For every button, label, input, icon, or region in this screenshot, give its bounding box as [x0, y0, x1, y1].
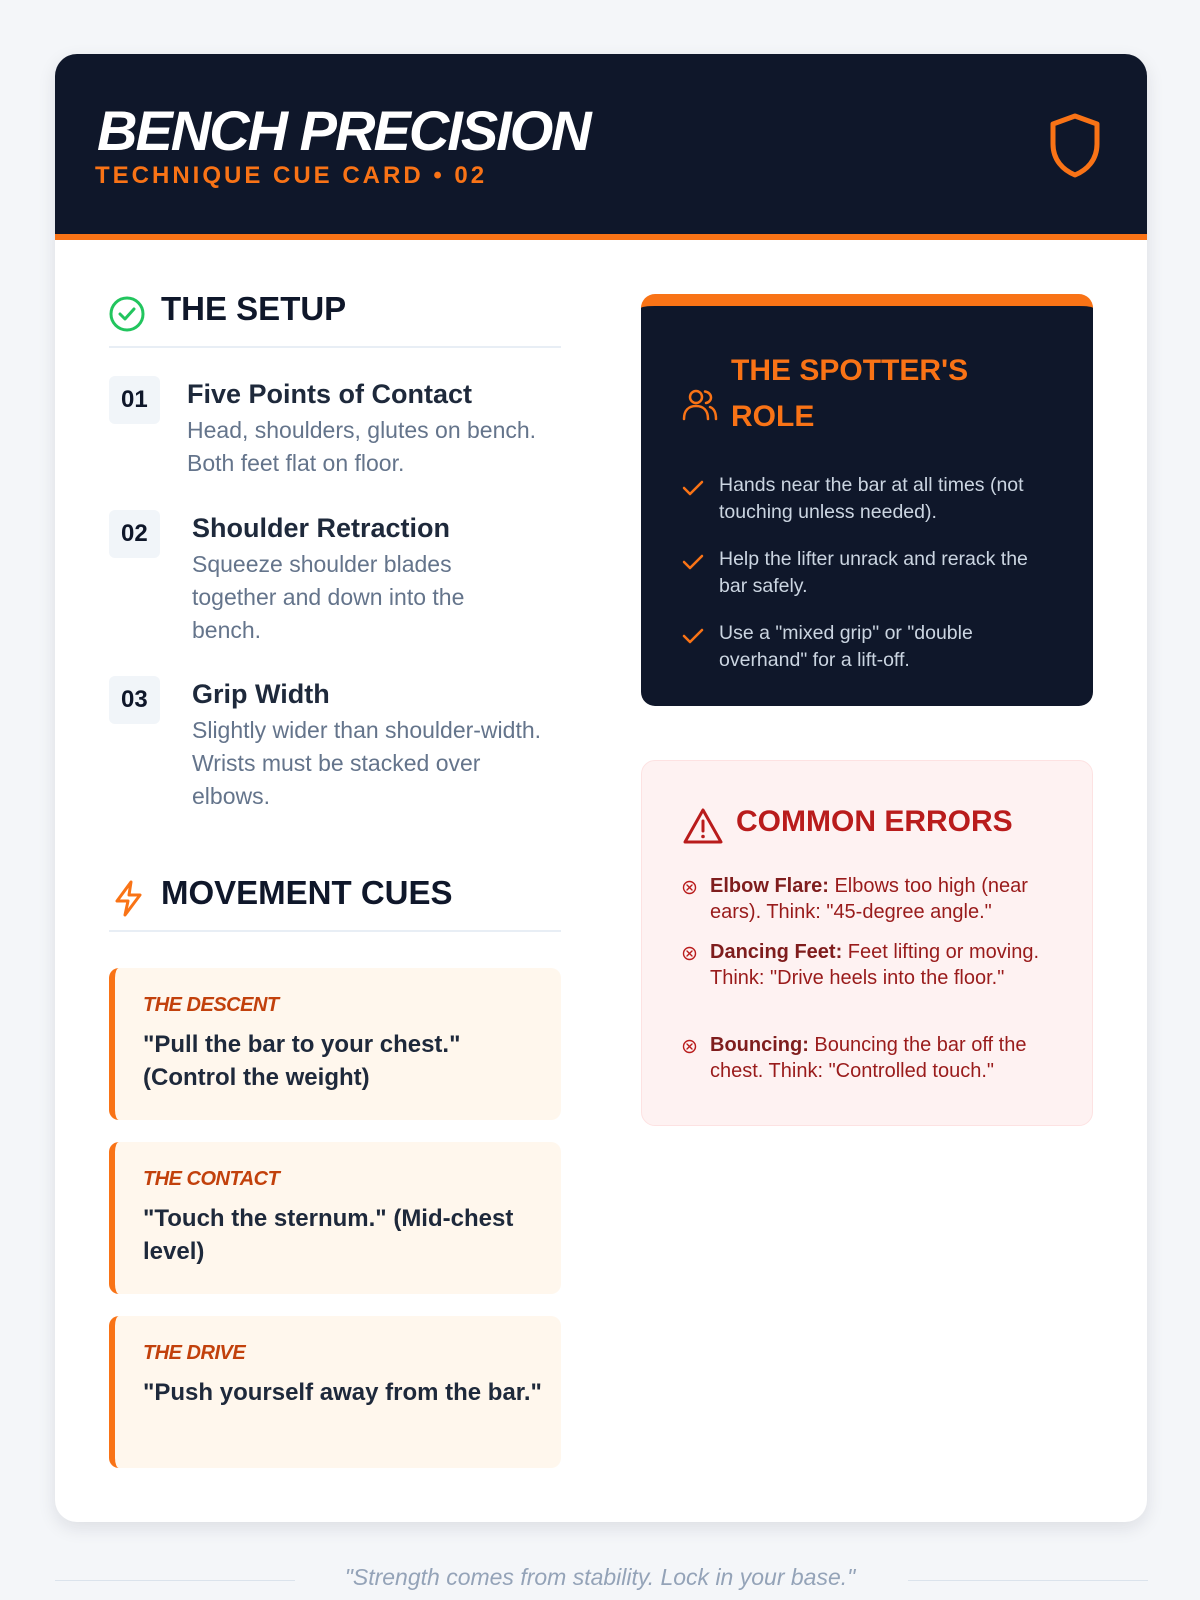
spotter-item-text: Hands near the bar at all times (not touching unless needed). [719, 474, 1024, 523]
shield-icon [1047, 112, 1103, 178]
error-term: Elbow Flare: [710, 875, 829, 897]
cue-quote: "Pull the bar to your chest." (Control the weight) [143, 1031, 461, 1091]
step-description: Slightly wider than shoulder-width. Wrists must be stacked over elbows. [192, 717, 542, 809]
error-item-text [710, 939, 1060, 991]
checkmark-icon [681, 476, 705, 500]
cue-label: THE DESCENT [143, 994, 279, 1016]
users-icon [681, 386, 719, 424]
step-title: Grip Width [192, 679, 330, 709]
x-circle-icon [682, 880, 697, 895]
step-number: 03 [109, 676, 160, 724]
spotter-item-text: Use a "mixed grip" or "double overhand" for a lift-off. [719, 622, 973, 671]
errors-panel [641, 760, 1093, 1126]
spotter-panel [641, 294, 1093, 706]
cue-quote: "Touch the sternum." (Mid-chest level) [143, 1205, 514, 1265]
movement-heading-text: MOVEMENT CUES [161, 874, 453, 911]
error-description: Bouncing the bar off the chest. Think: "Controlled touch." [710, 1034, 1027, 1082]
x-circle-icon [682, 946, 697, 961]
error-description: Feet lifting or moving. Think: "Drive heels into the floor." [710, 941, 1039, 989]
movement-cue [109, 968, 561, 1120]
page-subtitle: TECHNIQUE CUE CARD • 02 [95, 162, 488, 189]
step-description: Head, shoulders, glutes on bench. Both feet flat on floor. [187, 417, 537, 476]
step-number: 02 [109, 510, 160, 558]
x-circle-icon [682, 1039, 697, 1054]
error-item-text [710, 1032, 1060, 1084]
warning-triangle-icon [682, 807, 724, 845]
spotter-heading: THE SPOTTER'S ROLE [731, 354, 969, 433]
step-title: Five Points of Contact [187, 379, 473, 409]
cue-label: THE CONTACT [143, 1168, 280, 1190]
cue-card [55, 54, 1147, 1522]
page-title: BENCH PRECISION [97, 99, 590, 162]
movement-section-heading [109, 874, 561, 932]
error-description: Elbows too high (near ears). Think: "45-degree angle." [710, 875, 1028, 923]
error-term: Bouncing: [710, 1034, 809, 1056]
setup-section-heading [109, 290, 561, 348]
step-description: Squeeze shoulder blades together and down into the bench. [192, 551, 465, 643]
cue-label: THE DRIVE [143, 1342, 246, 1364]
card-header [55, 54, 1147, 240]
error-term: Dancing Feet: [710, 941, 843, 963]
checkmark-icon [681, 624, 705, 648]
step-number: 01 [109, 376, 160, 424]
checkmark-icon [681, 550, 705, 574]
check-circle-icon [109, 294, 149, 334]
step-title: Shoulder Retraction [192, 513, 451, 543]
spotter-item-text: Help the lifter unrack and rerack the bar safely. [719, 548, 1028, 597]
lightning-bolt-icon [109, 878, 149, 918]
errors-heading: COMMON ERRORS [736, 805, 1013, 838]
footer-quote: "Strength comes from stability. Lock in your base." [344, 1564, 856, 1590]
cue-quote: "Push yourself away from the bar." [143, 1379, 542, 1406]
movement-cue [109, 1316, 561, 1468]
error-item-text [710, 873, 1060, 925]
movement-cue [109, 1142, 561, 1294]
setup-heading-text: THE SETUP [161, 290, 347, 327]
